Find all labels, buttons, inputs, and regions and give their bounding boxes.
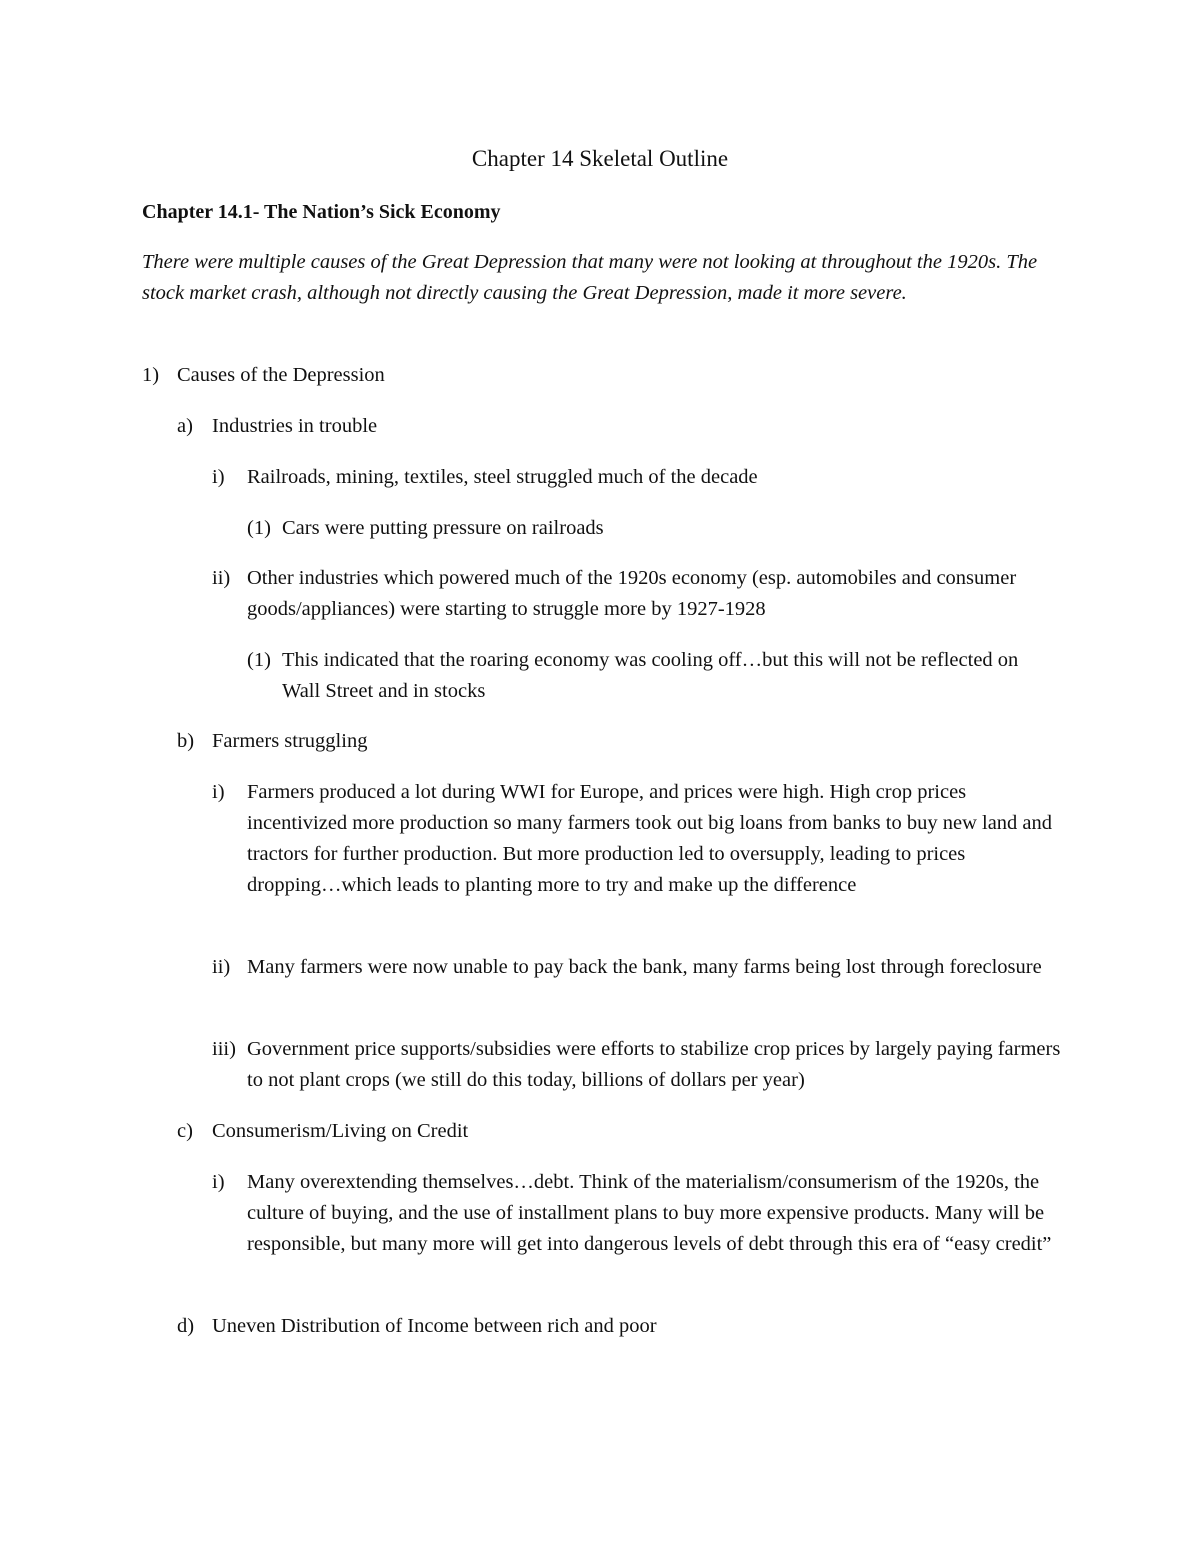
outline-item-cars (247, 513, 1042, 544)
outline-item-cooling-off (247, 645, 1042, 707)
outline-item-farmers (177, 726, 367, 757)
outline-marker: d) (177, 1315, 195, 1337)
outline-text: Many overextending themselves…debt. Think of the materialism/consumerism of the 1920s, the culture of buying, and the use of installment plans to buy more expensive products. Many will be responsible, but many more will get into dangerous levels of debt through this era of “easy credit” (247, 1171, 1052, 1255)
outline-marker: ii) (212, 567, 231, 589)
outline-text: Consumerism/Living on Credit (212, 1120, 469, 1142)
outline-text: Many farmers were now unable to pay back the bank, many farms being lost through foreclosure (247, 956, 1042, 978)
outline-item-foreclosure (212, 952, 1062, 983)
outline-text: Uneven Distribution of Income between rich and poor (212, 1315, 657, 1337)
outline-item-overextending (212, 1167, 1062, 1260)
document-title: Chapter 14 Skeletal Outline (471, 146, 729, 171)
outline-marker: ii) (212, 956, 231, 978)
outline-text: Causes of the Depression (177, 364, 385, 386)
outline-marker: a) (177, 415, 193, 437)
outline-item-other-industries (212, 563, 1062, 625)
outline-text: Farmers struggling (212, 730, 368, 752)
outline-marker: i) (212, 1171, 225, 1193)
outline-marker: (1) (247, 517, 271, 539)
outline-marker: b) (177, 730, 195, 752)
outline-marker: i) (212, 781, 225, 803)
outline-text: Railroads, mining, textiles, steel struggled much of the decade (247, 466, 758, 488)
outline-text: Industries in trouble (212, 415, 378, 437)
outline-item-industries (177, 411, 377, 442)
outline-text: This indicated that the roaring economy was cooling off…but this will not be reflected on Wall Street and in stocks (282, 649, 1019, 702)
outline-item-uneven-income (177, 1311, 657, 1342)
outline-text: Government price supports/subsidies were efforts to stabilize crop prices by largely paying farmers to not plant crops (we still do this today, billions of dollars per year) (247, 1038, 1061, 1091)
outline-item-farmers-produced (212, 777, 1062, 901)
outline-marker: iii) (212, 1038, 236, 1060)
outline-text: Cars were putting pressure on railroads (282, 517, 604, 539)
outline-item-railroads (212, 462, 1062, 493)
outline-marker: 1) (142, 364, 160, 386)
section-heading: Chapter 14.1- The Nation’s Sick Economy (142, 201, 501, 223)
outline-marker: c) (177, 1120, 193, 1142)
outline-text: Farmers produced a lot during WWI for Europe, and prices were high. High crop prices incentivized more production so many farmers took out big loans from banks to buy new land and tractors for further production. But more production led to oversupply, leading to prices dropping…which leads to planting more to try and make up the difference (247, 781, 1053, 896)
outline-item-consumerism (177, 1116, 468, 1147)
outline-text: Other industries which powered much of the 1920s economy (esp. automobiles and consumer goods/appliances) were starting to struggle more by 1927-1928 (247, 567, 1017, 620)
outline-item-causes (142, 360, 385, 391)
outline-marker: i) (212, 466, 225, 488)
outline-item-price-supports (212, 1034, 1062, 1096)
outline-marker: (1) (247, 649, 271, 671)
section-intro: There were multiple causes of the Great Depression that many were not looking at throughout the 1920s. The stock market crash, although not directly causing the Great Depression, made it more severe. (142, 251, 1038, 304)
